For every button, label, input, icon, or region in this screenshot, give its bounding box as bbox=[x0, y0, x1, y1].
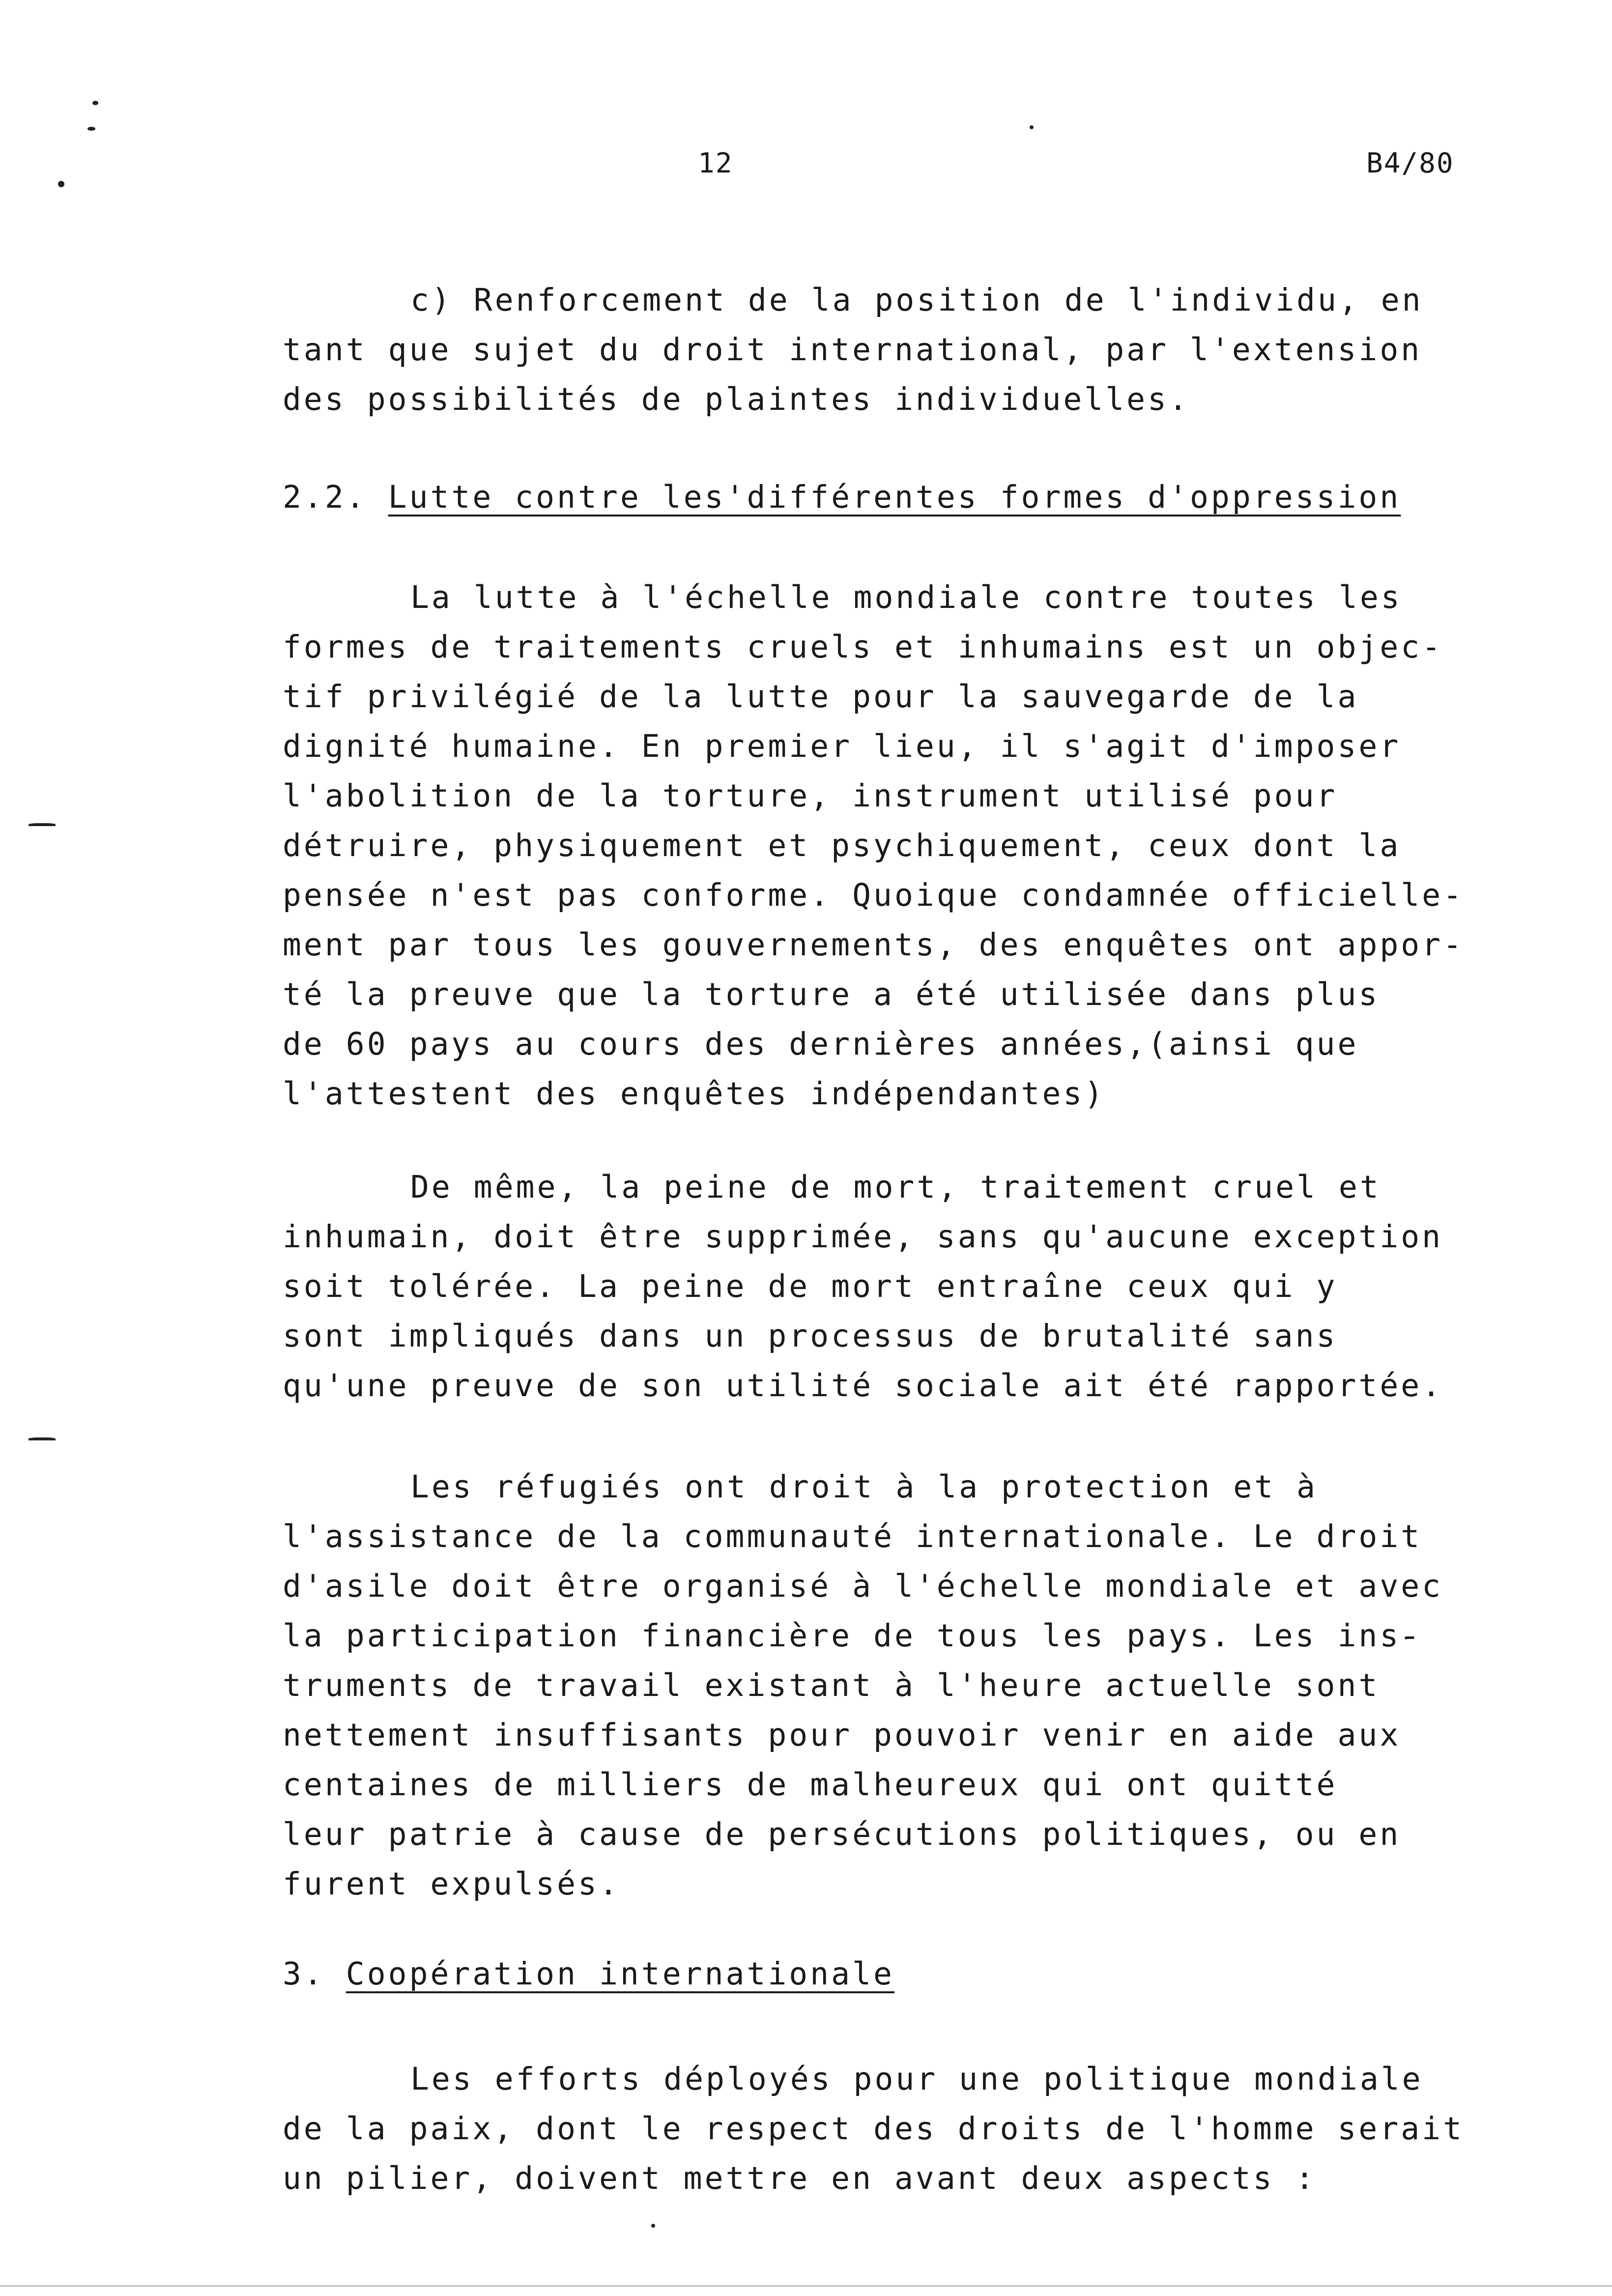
text-line: ment par tous les gouvernements, des enquêtes ont appor- bbox=[283, 927, 1465, 963]
text-line: tant que sujet du droit international, par l'extension bbox=[283, 332, 1422, 368]
text-line: La lutte à l'échelle mondiale contre toutes les bbox=[410, 579, 1402, 615]
text-line: inhumain, doit être supprimée, sans qu'aucune exception bbox=[283, 1219, 1443, 1255]
text-line: l'attestent des enquêtes indépendantes) bbox=[283, 1076, 1106, 1112]
item-c-paragraph bbox=[283, 275, 1423, 424]
text-line: l'abolition de la torture, instrument utilisé pour bbox=[283, 778, 1338, 814]
text-line: d'asile doit être organisé à l'échelle mondiale et avec bbox=[283, 1568, 1443, 1604]
text-line: truments de travail existant à l'heure actuelle sont bbox=[283, 1667, 1380, 1703]
page-bottom-edge bbox=[0, 2285, 1612, 2287]
scan-speck bbox=[87, 127, 95, 131]
text-line: leur patrie à cause de persécutions politiques, ou en bbox=[283, 1816, 1401, 1852]
text-line: sont impliqués dans un processus de brutalité sans bbox=[283, 1318, 1338, 1354]
text-line: dignité humaine. En premier lieu, il s'agit d'imposer bbox=[283, 728, 1401, 764]
scan-speck bbox=[1030, 125, 1034, 129]
page-number: 12 bbox=[698, 147, 733, 179]
text-line: formes de traitements cruels et inhumains est un objec- bbox=[283, 629, 1443, 665]
text-line: té la preuve que la torture a été utilisée dans plus bbox=[283, 976, 1380, 1012]
text-line: soit tolérée. La peine de mort entraîne ceux qui y bbox=[283, 1268, 1338, 1304]
section-heading-2-2 bbox=[283, 479, 1401, 515]
text-line: Les efforts déployés pour une politique mondiale bbox=[410, 2061, 1423, 2097]
text-line: des possibilités de plaintes individuelles. bbox=[283, 381, 1190, 417]
text-line: un pilier, doivent mettre en avant deux aspects : bbox=[283, 2160, 1317, 2196]
margin-tick bbox=[29, 1437, 56, 1440]
text-line: l'assistance de la communauté internationale. Le droit bbox=[283, 1519, 1422, 1554]
text-line: tif privilégié de la lutte pour la sauvegarde de la bbox=[283, 679, 1359, 715]
text-line: furent expulsés. bbox=[283, 1866, 620, 1902]
document-reference: B4/80 bbox=[1366, 147, 1454, 179]
text-line: De même, la peine de mort, traitement cruel et bbox=[410, 1169, 1381, 1205]
text-line: Les réfugiés ont droit à la protection et à bbox=[410, 1469, 1318, 1505]
text-line: nettement insuffisants pour pouvoir venir en aide aux bbox=[283, 1717, 1401, 1753]
scan-speck bbox=[92, 101, 98, 105]
text-line: de la paix, dont le respect des droits de l'homme serait bbox=[283, 2111, 1465, 2147]
paragraph-death-penalty bbox=[283, 1162, 1443, 1410]
section-number: 3. bbox=[283, 1956, 325, 1992]
paragraph-torture bbox=[283, 573, 1465, 1119]
section-heading-3 bbox=[283, 1956, 894, 1992]
text-line: c) Renforcement de la position de l'individu, en bbox=[410, 282, 1423, 318]
scan-speck bbox=[58, 181, 64, 187]
text-line: de 60 pays au cours des dernières années,(ainsi que bbox=[283, 1026, 1359, 1062]
section-number: 2.2. bbox=[283, 479, 367, 515]
section-title: Coopération internationale bbox=[345, 1956, 894, 1992]
text-line: détruire, physiquement et psychiquement, ceux dont la bbox=[283, 828, 1401, 863]
paragraph-cooperation bbox=[283, 2054, 1465, 2203]
text-line: qu'une preuve de son utilité sociale ait été rapportée. bbox=[283, 1368, 1443, 1404]
text-line: centaines de milliers de malheureux qui ont quitté bbox=[283, 1767, 1338, 1803]
scan-speck bbox=[651, 2224, 655, 2228]
text-line: pensée n'est pas conforme. Quoique condamnée officielle- bbox=[283, 877, 1465, 913]
section-title: Lutte contre les'différentes formes d'oppression bbox=[388, 479, 1401, 515]
margin-tick bbox=[29, 823, 56, 826]
text-line: la participation financière de tous les pays. Les ins- bbox=[283, 1618, 1422, 1654]
paragraph-refugees bbox=[283, 1462, 1443, 1909]
